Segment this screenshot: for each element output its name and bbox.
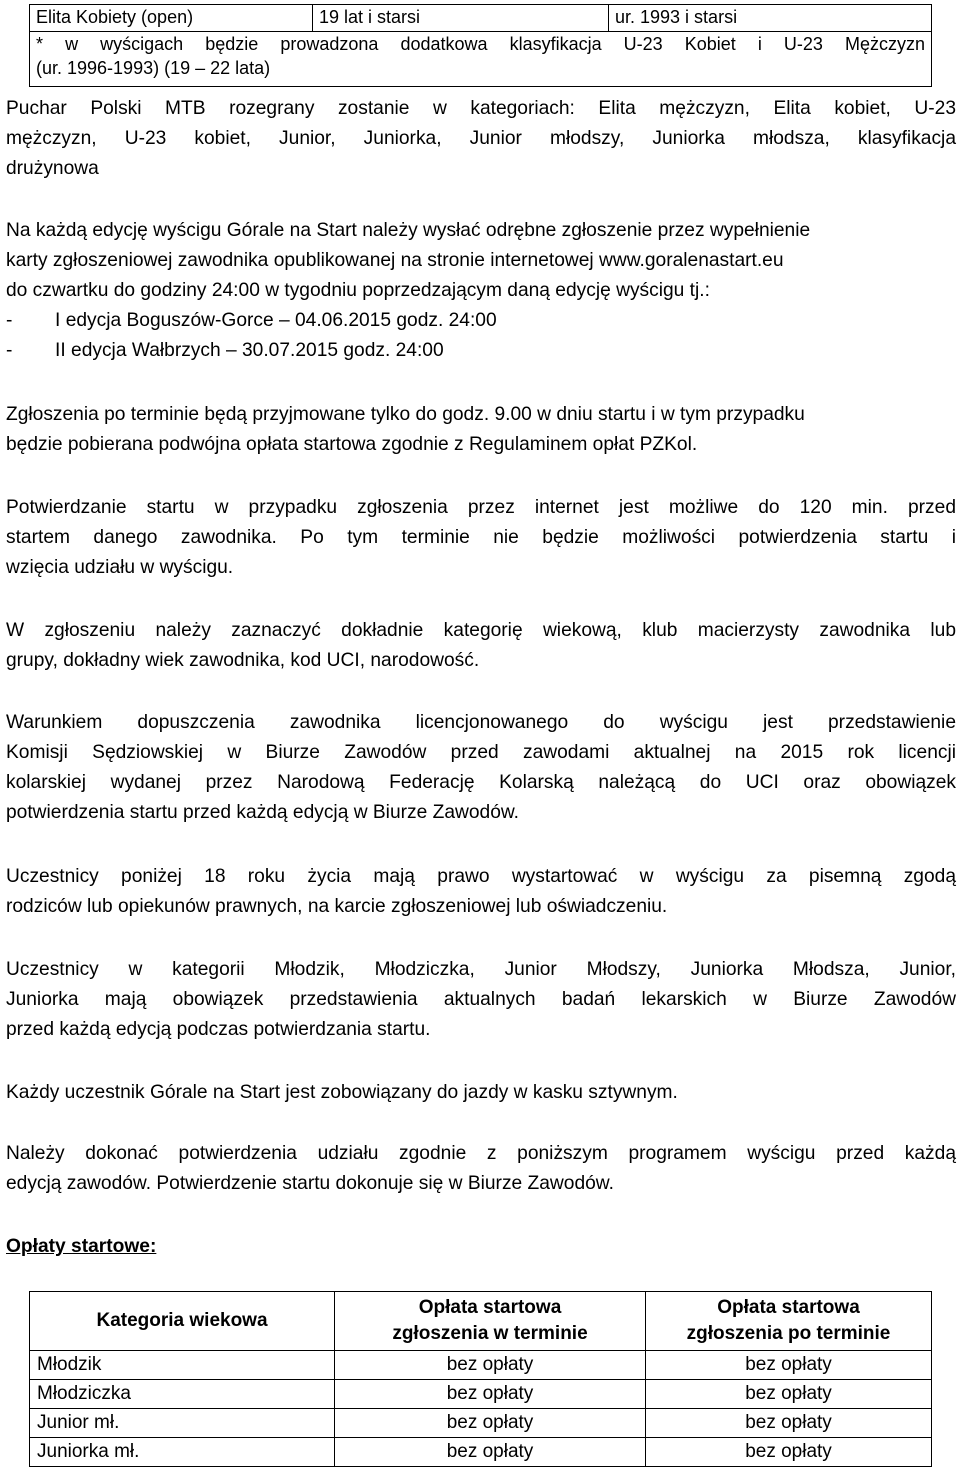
registration-paragraph (6, 216, 956, 366)
deadline-item: - II edycja Wałbrzych – 30.07.2015 godz. 24:00 (6, 340, 444, 361)
table-row (30, 1351, 932, 1380)
text-line: grupy, dokładny wiek zawodnika, kod UCI, narodowość. (6, 650, 480, 671)
fee-cell: bez opłaty (335, 1409, 646, 1438)
deadline-item: - I edycja Boguszów-Gorce – 04.06.2015 godz. 24:00 (6, 310, 497, 331)
section-heading: Opłaty startowe: (6, 1236, 157, 1257)
text-line: Uczestnicy w kategorii Młodzik, Młodziczka, Junior Młodszy, Juniorka Młodsza, Junior, (6, 959, 956, 980)
text-line: Każdy uczestnik Górale na Start jest zobowiązany do jazdy w kasku sztywnym. (6, 1082, 678, 1103)
categories-paragraph (6, 94, 956, 184)
late-registration-paragraph (6, 400, 956, 460)
registration-details-paragraph (6, 616, 956, 676)
text-line: potwierdzenia startu przed każdą edycją w Biurze Zawodów. (6, 802, 519, 823)
text-line: Puchar Polski MTB rozegrany zostanie w kategoriach: Elita mężczyzn, Elita kobiet, U-23 (6, 98, 956, 119)
text-line: wzięcia udziału w wyścigu. (6, 557, 234, 578)
category-cell: Młodzik (30, 1351, 335, 1380)
text-line: Uczestnicy poniżej 18 roku życia mają prawo wystartować w wyścigu za pisemną zgodą (6, 866, 956, 887)
text-line: Komisji Sędziowskiej w Biurze Zawodów przed zawodami aktualnej na 2015 rok licencji (6, 742, 956, 763)
text-line: W zgłoszeniu należy zaznaczyć dokładnie kategorię wiekową, klub macierzysty zawodnika lub (6, 620, 956, 641)
age-cell: 19 lat i starsi (313, 5, 609, 32)
text-line: Na każdą edycję wyścigu Górale na Start należy wysłać odrębne zgłoszenie przez wypełnienie (6, 220, 811, 241)
category-cell: Junior mł. (30, 1409, 335, 1438)
text-line: przed każdą edycją podczas potwierdzania startu. (6, 1019, 431, 1040)
fee-cell: bez opłaty (335, 1351, 646, 1380)
fee-cell: bez opłaty (646, 1409, 932, 1438)
table-row (30, 1380, 932, 1409)
column-header (335, 1292, 646, 1351)
header-line: zgłoszenia po terminie (686, 1323, 891, 1344)
birth-year-cell: ur. 1993 i starsi (609, 5, 932, 32)
fees-table (29, 1291, 932, 1467)
text-line: Juniorka mają obowiązek przedstawienia aktualnych badań lekarskich w Biurze Zawodów (6, 989, 956, 1010)
helmet-paragraph (6, 1078, 956, 1108)
confirmation-paragraph (6, 493, 956, 583)
header-line: zgłoszenia w terminie (392, 1323, 588, 1344)
text-line: rodziców lub opiekunów prawnych, na karcie zgłoszeniowej lub oświadczeniu. (6, 896, 668, 917)
medical-paragraph (6, 955, 956, 1045)
table-row (30, 5, 932, 32)
table-row (30, 32, 932, 87)
category-cell: Elita Kobiety (open) (30, 5, 313, 32)
header-line: Opłata startowa (418, 1297, 562, 1318)
table-row (30, 1438, 932, 1467)
text-line: będzie pobierana podwójna opłata startowa zgodnie z Regulaminem opłat PZKol. (6, 434, 698, 455)
minors-paragraph (6, 862, 956, 922)
text-line: Należy dokonać potwierdzenia udziału zgodnie z poniższym programem wyścigu przed każdą (6, 1143, 956, 1164)
text-line: edycją zawodów. Potwierdzenie startu dokonuje się w Biurze Zawodów. (6, 1173, 614, 1194)
text-line: Zgłoszenia po terminie będą przyjmowane tylko do godz. 9.00 w dniu startu i w tym przypadku (6, 404, 805, 425)
column-header: Kategoria wiekowa (30, 1292, 335, 1351)
header-line: Opłata startowa (717, 1297, 860, 1318)
fee-cell: bez opłaty (335, 1380, 646, 1409)
text-line: do czwartku do godziny 24:00 w tygodniu poprzedzającym daną edycję wyścigu tj.: (6, 280, 710, 301)
program-paragraph (6, 1139, 956, 1199)
category-cell: Juniorka mł. (30, 1438, 335, 1467)
fee-cell: bez opłaty (646, 1438, 932, 1467)
text-line: mężczyzn, U-23 kobiet, Junior, Juniorka, Junior młodszy, Juniorka młodsza, klasyfikacja (6, 128, 956, 149)
text-line: kolarskiej wydanej przez Narodową Federację Kolarską należącą do UCI oraz obowiązek (6, 772, 956, 793)
table-header-row (30, 1292, 932, 1351)
fee-cell: bez opłaty (646, 1351, 932, 1380)
text-line: startem danego zawodnika. Po tym terminie nie będzie możliwości potwierdzenia startu i (6, 527, 956, 548)
note-line: (ur. 1996-1993) (19 – 22 lata) (36, 58, 271, 78)
age-category-table (29, 4, 932, 87)
note-line: * w wyścigach będzie prowadzona dodatkowa klasyfikacja U-23 Kobiet i U-23 Mężczyzn (36, 34, 925, 54)
u23-note (30, 32, 932, 87)
text-line: karty zgłoszeniowej zawodnika opublikowanej na stronie internetowej www.goralenastart.eu (6, 250, 784, 271)
fee-cell: bez opłaty (335, 1438, 646, 1467)
fee-cell: bez opłaty (646, 1380, 932, 1409)
license-paragraph (6, 708, 956, 828)
text-line: Warunkiem dopuszczenia zawodnika licencjonowanego do wyścigu jest przedstawienie (6, 712, 956, 733)
column-header (646, 1292, 932, 1351)
fees-heading (6, 1232, 956, 1262)
category-cell: Młodziczka (30, 1380, 335, 1409)
table-row (30, 1409, 932, 1438)
text-line: Potwierdzanie startu w przypadku zgłoszenia przez internet jest możliwe do 120 min. przed (6, 497, 956, 518)
text-line: drużynowa (6, 158, 99, 179)
